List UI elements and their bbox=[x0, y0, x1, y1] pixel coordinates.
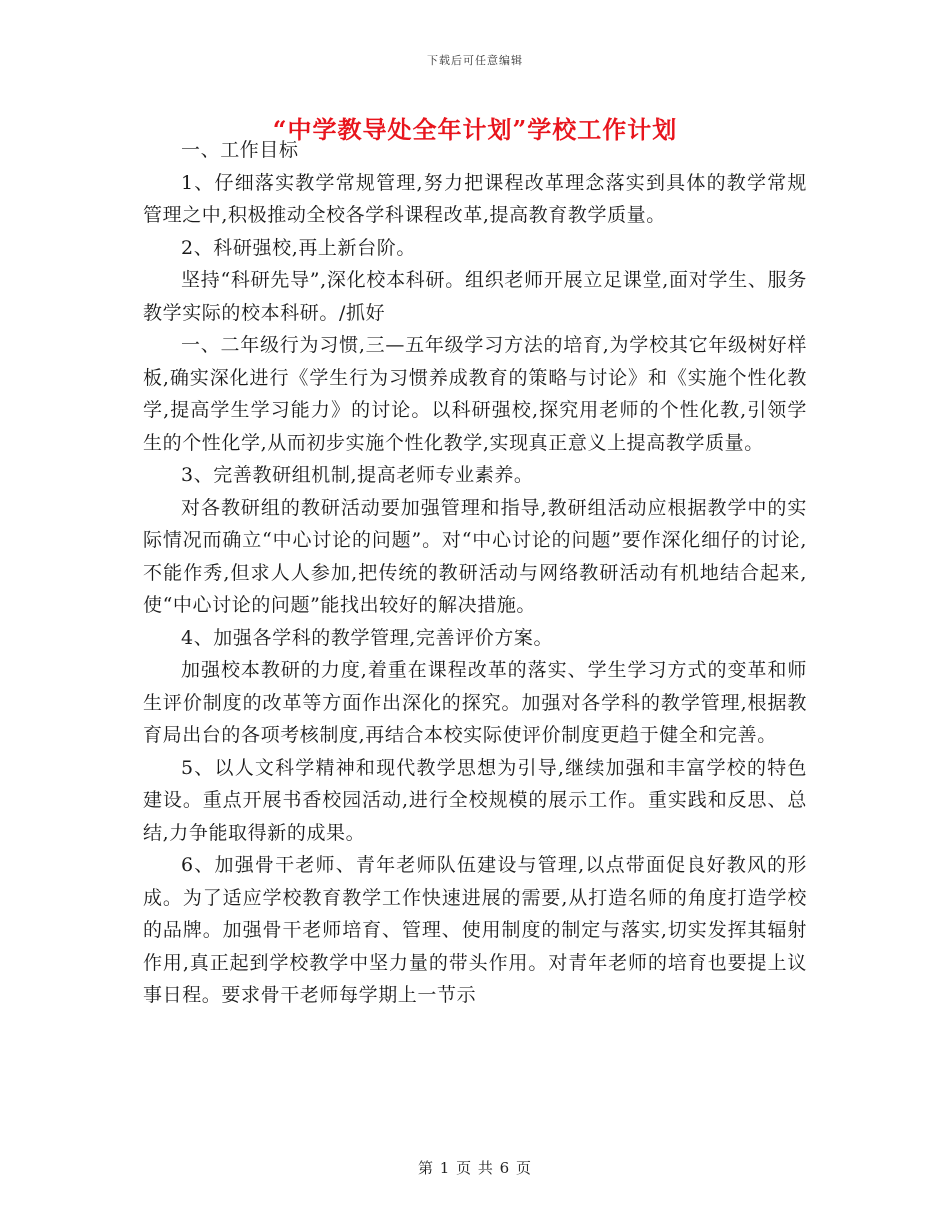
paragraph: 6、加强骨干老师、青年老师队伍建设与管理,以点带面促良好教风的形成。为了适应学校教育教学工作快速进展的需要,从打造名师的角度打造学校的品牌。加强骨干老师培育、管理、使用制度的制定与落实,切实发挥其辐射作用,真正起到学校教学中坚力量的带头作用。对青年老师的培育也要提上议事日程。要求骨干老师每学期上一节示 bbox=[143, 854, 807, 1006]
paragraph: 1、仔细落实教学常规管理,努力把课程改革理念落实到具体的教学常规管理之中,积极推动全校各学科课程改革,提高教育教学质量。 bbox=[143, 171, 807, 226]
paragraph: 坚持“科研先导”,深化校本科研。组织老师开展立足课堂,面对学生、服务教学实际的校本科研。/抓好 bbox=[143, 269, 807, 324]
paragraph: 加强校本教研的力度,着重在课程改革的落实、学生学习方式的变革和师生评价制度的改革等方面作出深化的探究。加强对各学科的教学管理,根据教育局出台的各项考核制度,再结合本校实际使评价制度更趋于健全和完善。 bbox=[143, 659, 807, 746]
paragraph: 2、科研强校,再上新台阶。 bbox=[181, 236, 416, 259]
paragraph: 对各教研组的教研活动要加强管理和指导,教研组活动应根据教学中的实际情况而确立“中心讨论的问题”。对“中心讨论的问题”要作深化细仔的讨论,不能作秀,但求人人参加,把传统的教研活动与网络教研活动有机地结合起来,使“中心讨论的问题”能找出较好的解决措施。 bbox=[143, 496, 807, 616]
paragraph: 一、二年级行为习惯,三—五年级学习方法的培育,为学校其它年级树好样板,确实深化进行《学生行为习惯养成教育的策略与讨论》和《实施个性化教学,提高学生学习能力》的讨论。以科研强校,探究用老师的个性化教,引领学生的个性化学,从而初步实施个性化教学,实现真正意义上提高教学质量。 bbox=[143, 334, 807, 454]
section-heading: 一、工作目标 bbox=[181, 139, 299, 161]
document-body bbox=[143, 134, 807, 1012]
page-number-footer: 第 1 页 共 6 页 bbox=[418, 1159, 532, 1177]
paragraph: 4、加强各学科的教学管理,完善评价方案。 bbox=[181, 626, 554, 649]
paragraph: 5、以人文科学精神和现代教学思想为引导,继续加强和丰富学校的特色建设。重点开展书香校园活动,进行全校规模的展示工作。重实践和反思、总结,力争能取得新的成果。 bbox=[143, 756, 807, 844]
page-header: 下载后可任意编辑 bbox=[427, 54, 523, 67]
document-title: “中学教导处全年计划”学校工作计划 bbox=[272, 115, 678, 144]
paragraph: 3、完善教研组机制,提高老师专业素养。 bbox=[181, 464, 534, 486]
